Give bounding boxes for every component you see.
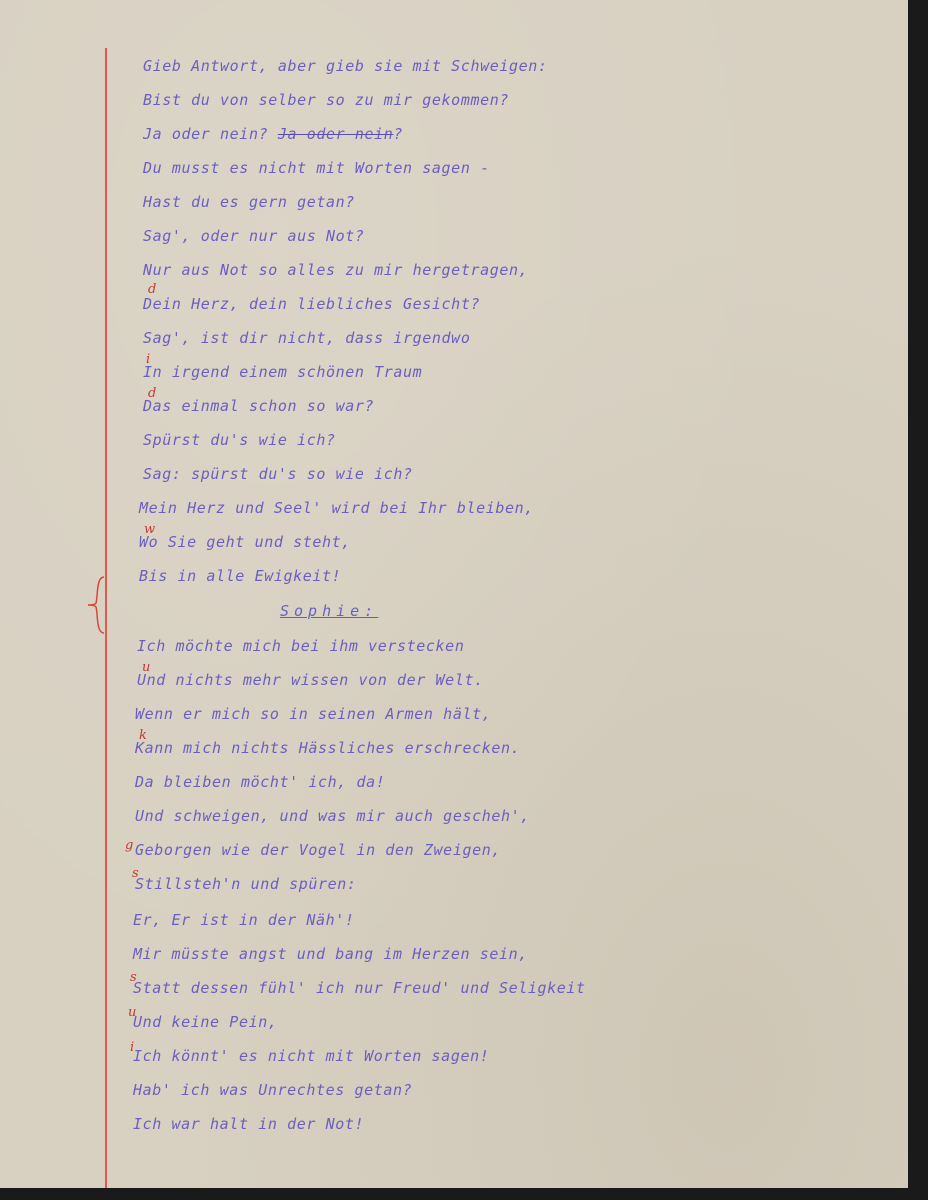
verse-line: Mein Herz und Seel' wird bei Ihr bleiben, (139, 499, 534, 517)
handwritten-correction: s (132, 866, 139, 881)
verse-text: Ja oder nein? (143, 125, 269, 143)
verse-line: Spürst du's wie ich? (143, 431, 336, 449)
verse-line: Mir müsste angst und bang im Herzen sein, (133, 945, 528, 963)
handwritten-correction: k (139, 728, 147, 743)
verse-line: Ich könnt' es nicht mit Worten sagen! (133, 1047, 490, 1065)
handwritten-correction: d (148, 386, 157, 401)
handwritten-correction: u (142, 660, 151, 675)
verse-line: Sag', oder nur aus Not? (143, 227, 365, 245)
verse-line: Sag: spürst du's so wie ich? (143, 465, 413, 483)
verse-line: In irgend einem schönen Traum (143, 363, 423, 381)
verse-line: Geborgen wie der Vogel in den Zweigen, (135, 841, 501, 859)
verse-line: Wo Sie geht und steht, (139, 533, 351, 551)
verse-line (143, 125, 403, 143)
verse-line: Hab' ich was Unrechtes getan? (133, 1081, 413, 1099)
struck-text: Ja oder nein (277, 125, 394, 143)
verse-line: Bist du von selber so zu mir gekommen? (143, 91, 509, 109)
handwritten-correction: d (148, 282, 157, 297)
verse-line: Dein Herz, dein liebliches Gesicht? (143, 295, 481, 313)
verse-line: Gieb Antwort, aber gieb sie mit Schweigen: (143, 57, 548, 75)
verse-line: Bis in alle Ewigkeit! (139, 567, 342, 585)
verse-line: Das einmal schon so war? (143, 397, 375, 415)
verse-text: ? (393, 125, 404, 143)
verse-line: Hast du es gern getan? (143, 193, 355, 211)
verse-line: Statt dessen fühl' ich nur Freud' und Seligkeit (133, 979, 586, 997)
verse-line: Und schweigen, und was mir auch gescheh', (135, 807, 530, 825)
verse-line: Du musst es nicht mit Worten sagen - (143, 159, 490, 177)
verse-line: Sag', ist dir nicht, dass irgendwo (143, 329, 471, 347)
verse-line: Nur aus Not so alles zu mir hergetragen, (143, 261, 529, 279)
verse-line: Und keine Pein, (133, 1013, 278, 1031)
verse-line: Und nichts mehr wissen von der Welt. (137, 671, 484, 689)
verse-line: Ich war halt in der Not! (133, 1115, 365, 1133)
speaker-heading: Sophie: (280, 602, 379, 620)
handwritten-correction: s (130, 970, 137, 985)
handwritten-correction: g (125, 838, 134, 853)
handwritten-correction: w (144, 522, 156, 537)
verse-line: Wenn er mich so in seinen Armen hält, (135, 705, 492, 723)
verse-line: Da bleiben möcht' ich, da! (135, 773, 386, 791)
handwritten-correction: i (130, 1040, 135, 1055)
margin-brace-mark (86, 575, 106, 635)
verse-line: Stillsteh'n und spüren: (135, 875, 357, 893)
verse-line: Ich möchte mich bei ihm verstecken (137, 637, 465, 655)
verse-line: Kann mich nichts Hässliches erschrecken. (135, 739, 521, 757)
handwritten-correction: u (128, 1005, 137, 1020)
verse-line: Er, Er ist in der Näh'! (133, 911, 355, 929)
handwritten-correction: i (146, 352, 151, 367)
